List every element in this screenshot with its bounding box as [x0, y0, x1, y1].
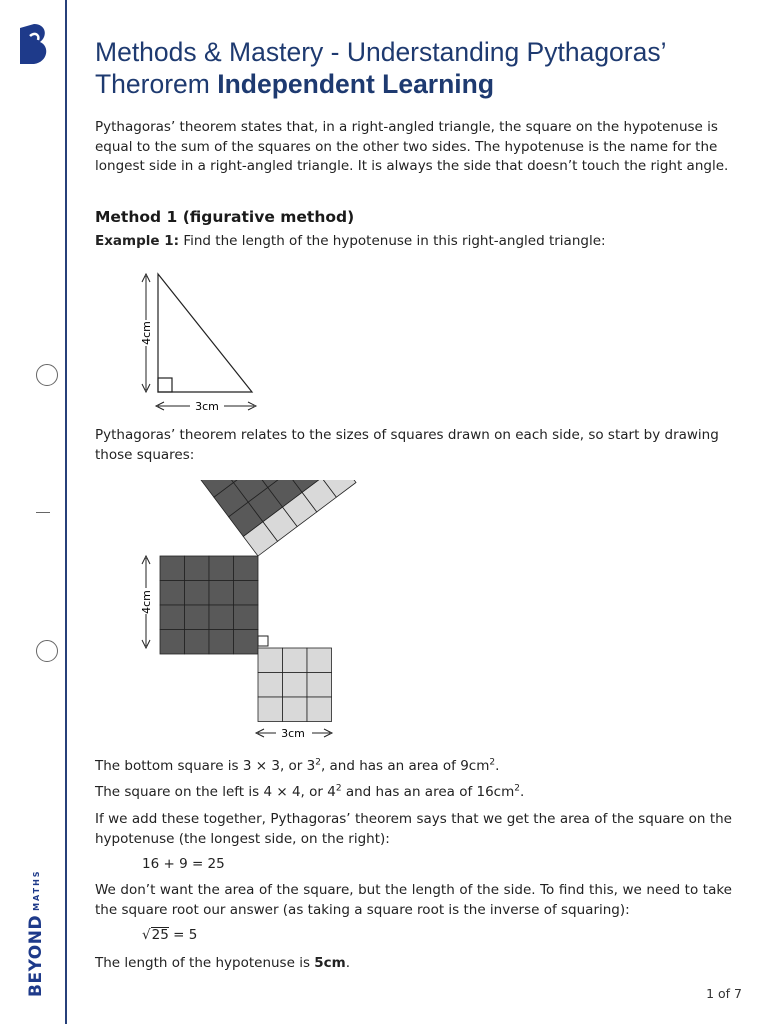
beyond-logo-icon [16, 22, 52, 66]
grid-cell-light [307, 673, 332, 698]
grid-cell-dark [209, 630, 234, 655]
grid-cell-dark [160, 605, 185, 630]
add-paragraph: If we add these together, Pythagoras’ theorem says that we get the area of the square on the hypotenuse (the longest side, on the right): [95, 811, 732, 847]
conclusion-line: The length of the hypotenuse is 5cm. [95, 955, 351, 971]
grid-cell-dark [160, 630, 185, 655]
punch-hole-top [36, 364, 58, 386]
example-text: Find the length of the hypotenuse in this right-angled triangle: [179, 233, 606, 249]
grid-cell-light [307, 697, 332, 722]
grid-cell-dark [234, 556, 259, 581]
grid-cell-dark [234, 630, 259, 655]
radicand: 25 [151, 927, 169, 943]
radical-sign: √ [142, 927, 151, 943]
page-title [95, 36, 745, 100]
grid-cell-light [283, 697, 308, 722]
left-square-line: The square on the left is 4 × 4, or $4^2$ and has an area of $16cm^2$. [95, 783, 525, 800]
equation-root [142, 927, 197, 943]
squares-horizontal-label: 3cm [281, 727, 305, 740]
grid-cell-dark [185, 630, 210, 655]
triangle-diagram [130, 270, 270, 420]
example-line [95, 232, 732, 252]
grid-cell-dark [185, 605, 210, 630]
grid-cell-light [283, 648, 308, 673]
root-result: = 5 [168, 927, 198, 943]
grid-cell-dark [234, 605, 259, 630]
squares-paragraph: Pythagoras’ theorem relates to the sizes of squares drawn on each side, so start by drawing those squares: [95, 427, 719, 463]
fold-mark [36, 512, 50, 513]
root-paragraph: We don’t want the area of the square, but the length of the side. To find this, we need to take the square root our answer (as taking a square root is the inverse of squaring): [95, 882, 732, 918]
grid-cell-dark [209, 581, 234, 606]
example-label: Example 1: [95, 233, 180, 249]
method-heading: Method 1 (figurative method) [95, 208, 355, 226]
squares-diagram [130, 480, 440, 745]
grid-cell-dark [185, 556, 210, 581]
brand-logo [24, 857, 48, 997]
grid-cell-dark [160, 556, 185, 581]
title-line1: Methods & Mastery - Understanding Pythagoras’ [95, 37, 667, 67]
triangle-vertical-label: 4cm [140, 321, 153, 345]
intro-paragraph: Pythagoras’ theorem states that, in a right-angled triangle, the square on the hypotenuse is equal to the sum of the squares on the other two sides. The hypotenuse is the name for the longest side in a right-angled triangle. It is always the side that doesn’t touch the right angle. [95, 119, 729, 174]
grid-cell-dark [160, 581, 185, 606]
page-number: 1 of 7 [706, 986, 742, 1001]
grid-cell-light [258, 697, 283, 722]
hypotenuse-square [184, 480, 356, 556]
bottom-square [258, 648, 332, 722]
title-bold: Independent Learning [217, 69, 495, 99]
title-line2: Therorem [95, 69, 210, 99]
grid-cell-light [258, 648, 283, 673]
punch-hole-bottom [36, 640, 58, 662]
equation-sum: 16 + 9 = 25 [142, 856, 225, 872]
grid-cell-light [283, 673, 308, 698]
answer: 5cm [314, 955, 346, 971]
brand-name: BEYOND [26, 914, 46, 997]
margin-line [65, 0, 67, 1024]
grid-cell-dark [209, 556, 234, 581]
grid-cell-dark [234, 581, 259, 606]
grid-cell-light [307, 648, 332, 673]
grid-cell-dark [209, 605, 234, 630]
brand-sub: MATHS [31, 869, 41, 911]
grid-cell-dark [185, 581, 210, 606]
grid-cell-light [258, 673, 283, 698]
triangle-horizontal-label: 3cm [195, 400, 219, 413]
squares-vertical-label: 4cm [140, 590, 153, 614]
left-square [160, 556, 258, 654]
bottom-square-line: The bottom square is 3 × 3, or $3^2$, and has an area of $9cm^2$. [95, 757, 500, 774]
